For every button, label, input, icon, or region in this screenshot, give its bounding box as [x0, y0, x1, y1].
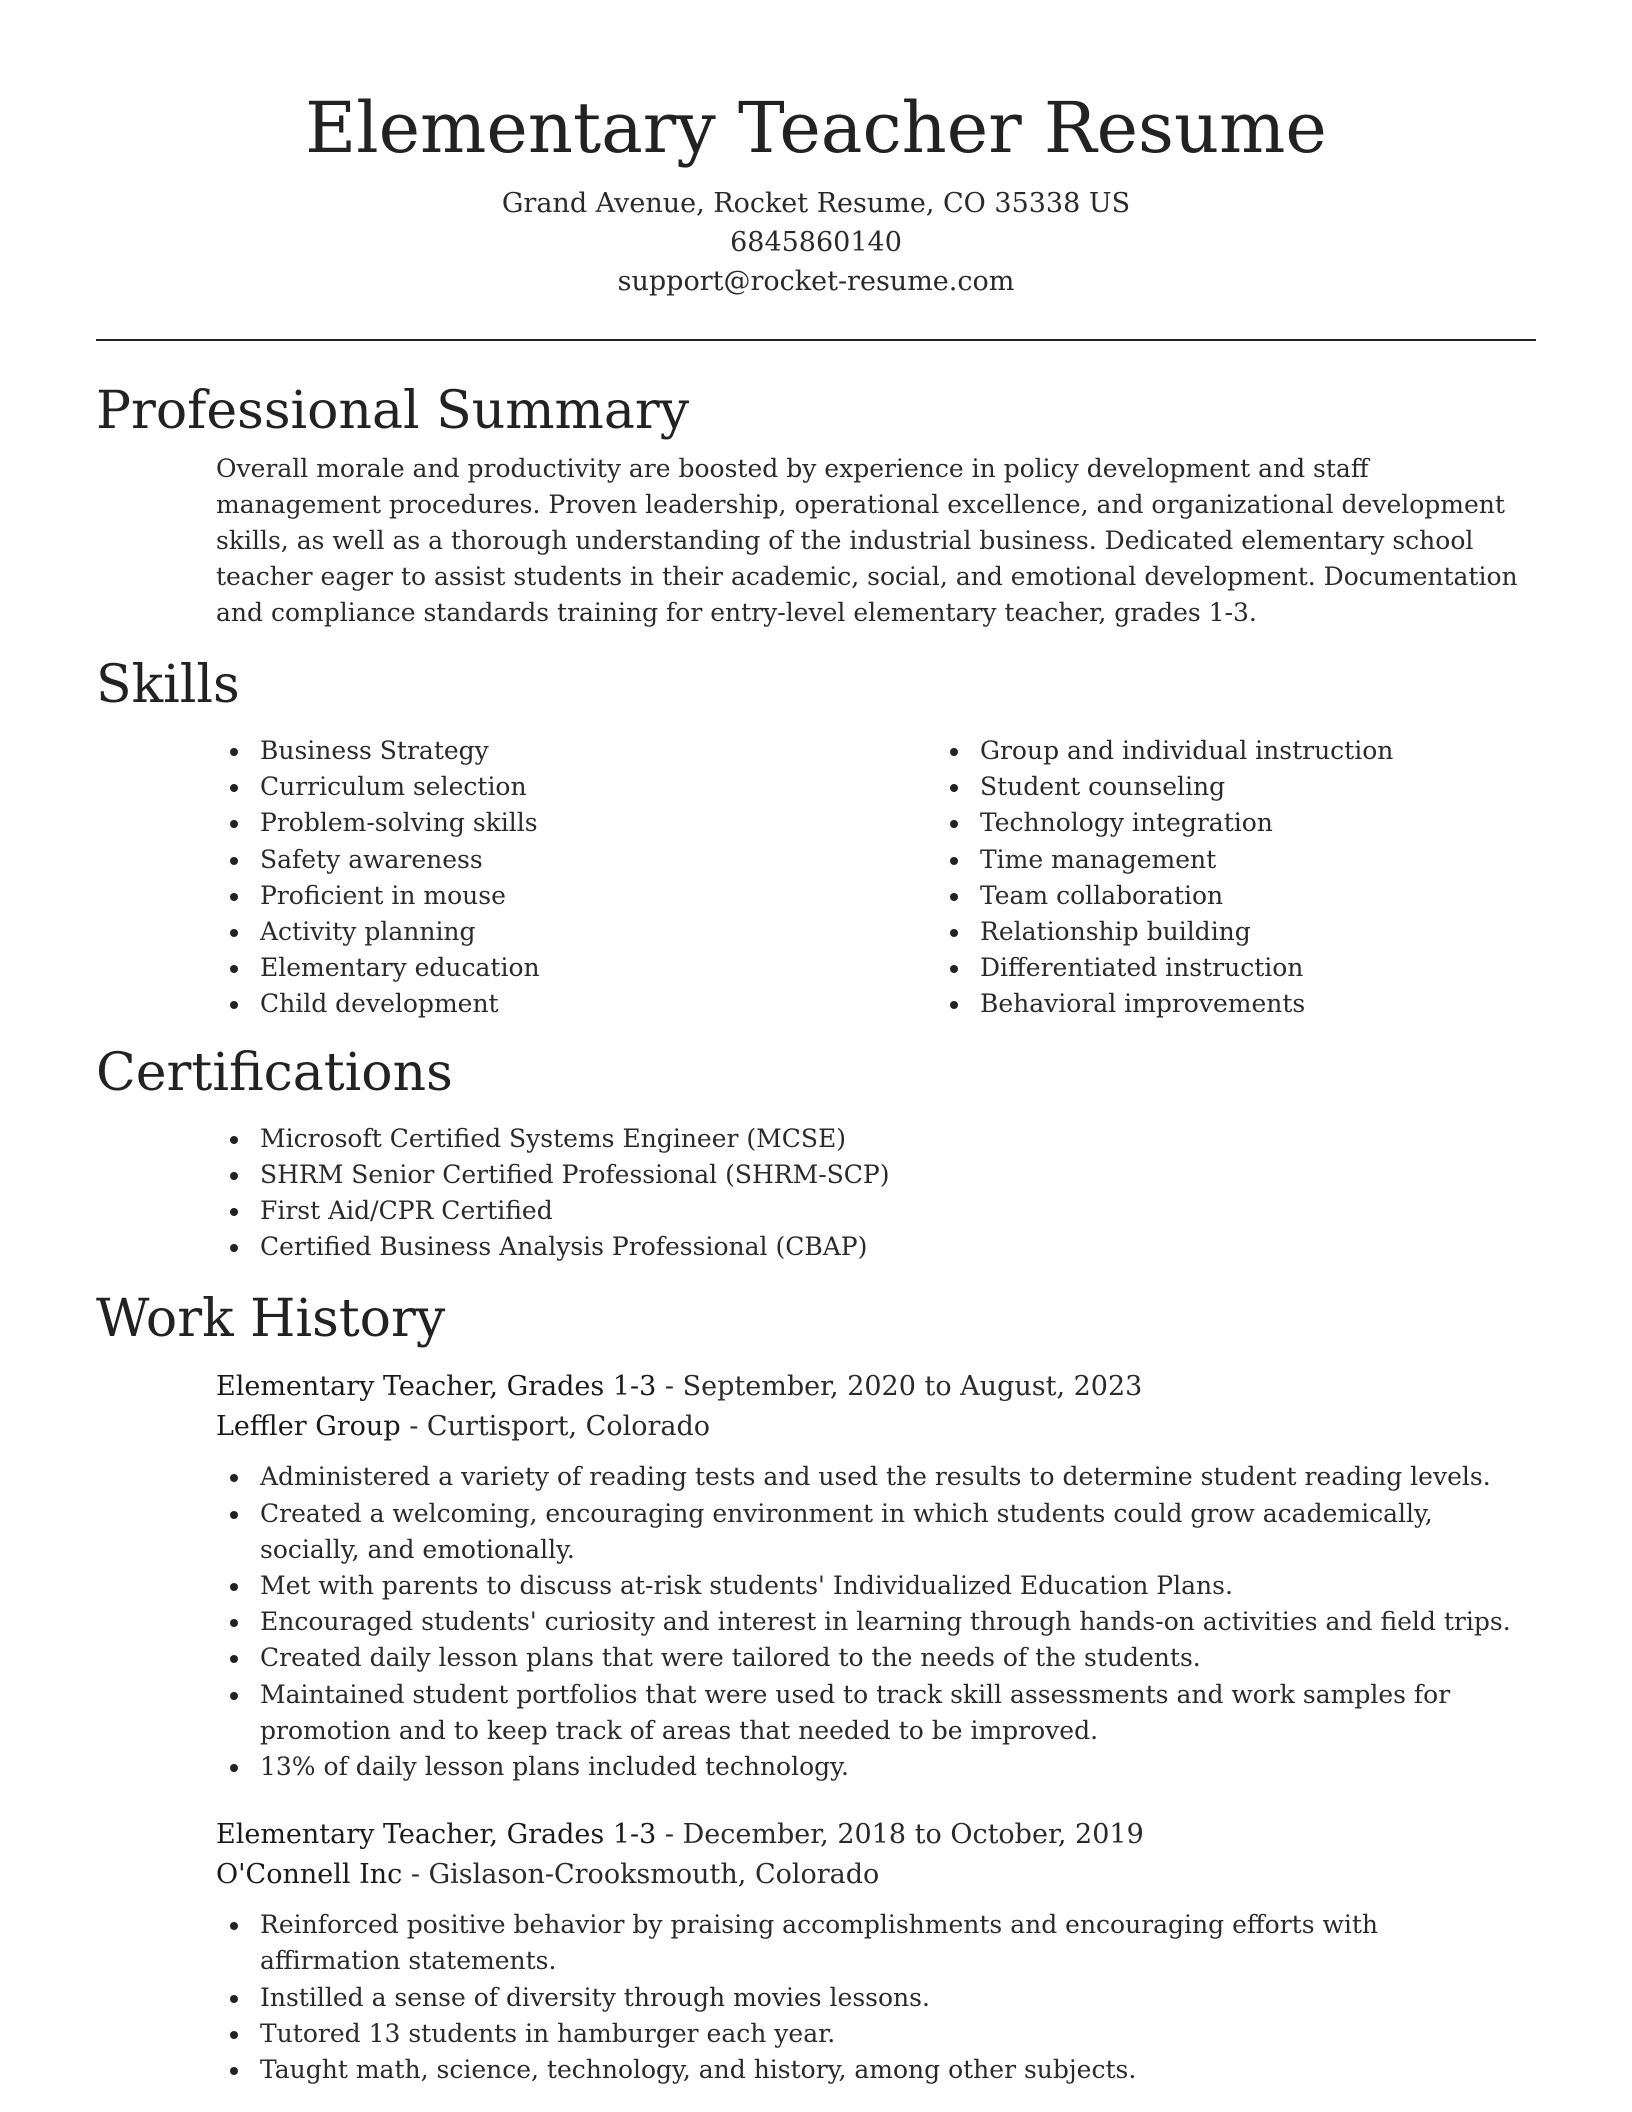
job-location: Gislason-Crooksmouth, Colorado: [428, 1859, 880, 1891]
job-location: Curtisport, Colorado: [426, 1411, 711, 1443]
job-title-line: [216, 1815, 1536, 1855]
job-duty-item: Administered a variety of reading tests and used the results to determine student reading levels.: [260, 1459, 1536, 1495]
job-entry: [96, 1367, 1536, 1447]
job-title: Elementary Teacher, Grades 1-3: [216, 1371, 657, 1403]
skill-item: Relationship building: [980, 914, 1536, 950]
skill-item: Behavioral improvements: [980, 986, 1536, 1022]
contact-info: [96, 184, 1536, 301]
job-separator: -: [409, 1411, 427, 1443]
skill-item: Proficient in mouse: [260, 878, 816, 914]
skill-item: Child development: [260, 986, 816, 1022]
job-duty-item: Taught math, science, technology, and history, among other subjects.: [260, 2052, 1536, 2088]
resume-title: Elementary Teacher Resume: [305, 87, 1327, 169]
skill-item: Group and individual instruction: [980, 733, 1536, 769]
contact-email: support@rocket-resume.com: [617, 266, 1015, 297]
skill-item: Technology integration: [980, 805, 1536, 841]
skill-item: Business Strategy: [260, 733, 816, 769]
summary-heading: Professional Summary: [96, 381, 690, 441]
contact-address: Grand Avenue, Rocket Resume, CO 35338 US: [501, 188, 1131, 219]
job-entry: [96, 1815, 1536, 1895]
job-duty-item: Created a welcoming, encouraging environment in which students could grow academically, socially, and emotionally.: [260, 1496, 1536, 1568]
job-company: O'Connell Inc: [216, 1859, 403, 1891]
skill-item: Curriculum selection: [260, 769, 816, 805]
job-separator: -: [410, 1859, 429, 1891]
job-separator: -: [664, 1819, 683, 1851]
skill-item: Team collaboration: [980, 878, 1536, 914]
certifications-list: [96, 1121, 1536, 1266]
certifications-heading: Certifications: [96, 1042, 453, 1103]
skills-list: [96, 733, 1536, 1023]
job-company-line: [216, 1407, 1536, 1447]
certification-item: Microsoft Certified Systems Engineer (MCSE): [260, 1121, 1536, 1157]
job-dates: September, 2020 to August, 2023: [682, 1371, 1143, 1403]
certification-item: First Aid/CPR Certified: [260, 1193, 1536, 1229]
summary-text: Overall morale and productivity are boosted by experience in policy development and staff management procedures. Proven leadership, operational excellence, and organizational development skills, as well as a thorough understanding of the industrial business. Dedicated elementary school teacher eager to assist students in their academic, social, and emotional development. Documentation and compliance standards training for entry-level elementary teacher, grades 1-3.: [216, 454, 1518, 627]
job-duties: [96, 1907, 1536, 2088]
job-duty-item: Met with parents to discuss at-risk students' Individualized Education Plans.: [260, 1568, 1536, 1604]
skill-item: Time management: [980, 842, 1536, 878]
skill-item: Elementary education: [260, 950, 816, 986]
certification-item: Certified Business Analysis Professional (CBAP): [260, 1229, 1536, 1265]
job-duty-item: Instilled a sense of diversity through movies lessons.: [260, 1980, 1536, 2016]
job-title: Elementary Teacher, Grades 1-3: [216, 1819, 657, 1851]
resume-page: [96, 0, 1536, 2088]
summary-section: [96, 451, 1536, 631]
job-duty-item: 13% of daily lesson plans included technology.: [260, 1749, 1536, 1785]
skill-item: Differentiated instruction: [980, 950, 1536, 986]
work-history-heading: Work History: [96, 1289, 446, 1350]
job-duties: [96, 1459, 1536, 1785]
job-dates: December, 2018 to October, 2019: [682, 1819, 1144, 1851]
job-duty-item: Maintained student portfolios that were used to track skill assessments and work samples for promotion and to keep track of areas that needed to be improved.: [260, 1677, 1536, 1749]
certification-item: SHRM Senior Certified Professional (SHRM-SCP): [260, 1157, 1536, 1193]
job-company: Leffler Group: [216, 1411, 401, 1443]
job-duty-item: Reinforced positive behavior by praising accomplishments and encouraging efforts with affirmation statements.: [260, 1907, 1536, 1979]
job-duty-item: Created daily lesson plans that were tailored to the needs of the students.: [260, 1640, 1536, 1676]
job-separator: -: [664, 1371, 683, 1403]
skills-heading: Skills: [96, 655, 240, 715]
job-duty-item: Tutored 13 students in hamburger each year.: [260, 2016, 1536, 2052]
job-duty-item: Encouraged students' curiosity and interest in learning through hands-on activities and field trips.: [260, 1604, 1536, 1640]
skill-item: Activity planning: [260, 914, 816, 950]
skill-item: Student counseling: [980, 769, 1536, 805]
skill-item: Safety awareness: [260, 842, 816, 878]
job-company-line: [216, 1855, 1536, 1895]
skills-column-right: [816, 733, 1536, 1023]
skills-column-left: [96, 733, 816, 1023]
job-title-line: [216, 1367, 1536, 1407]
skill-item: Problem-solving skills: [260, 805, 816, 841]
contact-phone: 6845860140: [730, 227, 902, 258]
header-divider: [96, 339, 1536, 341]
